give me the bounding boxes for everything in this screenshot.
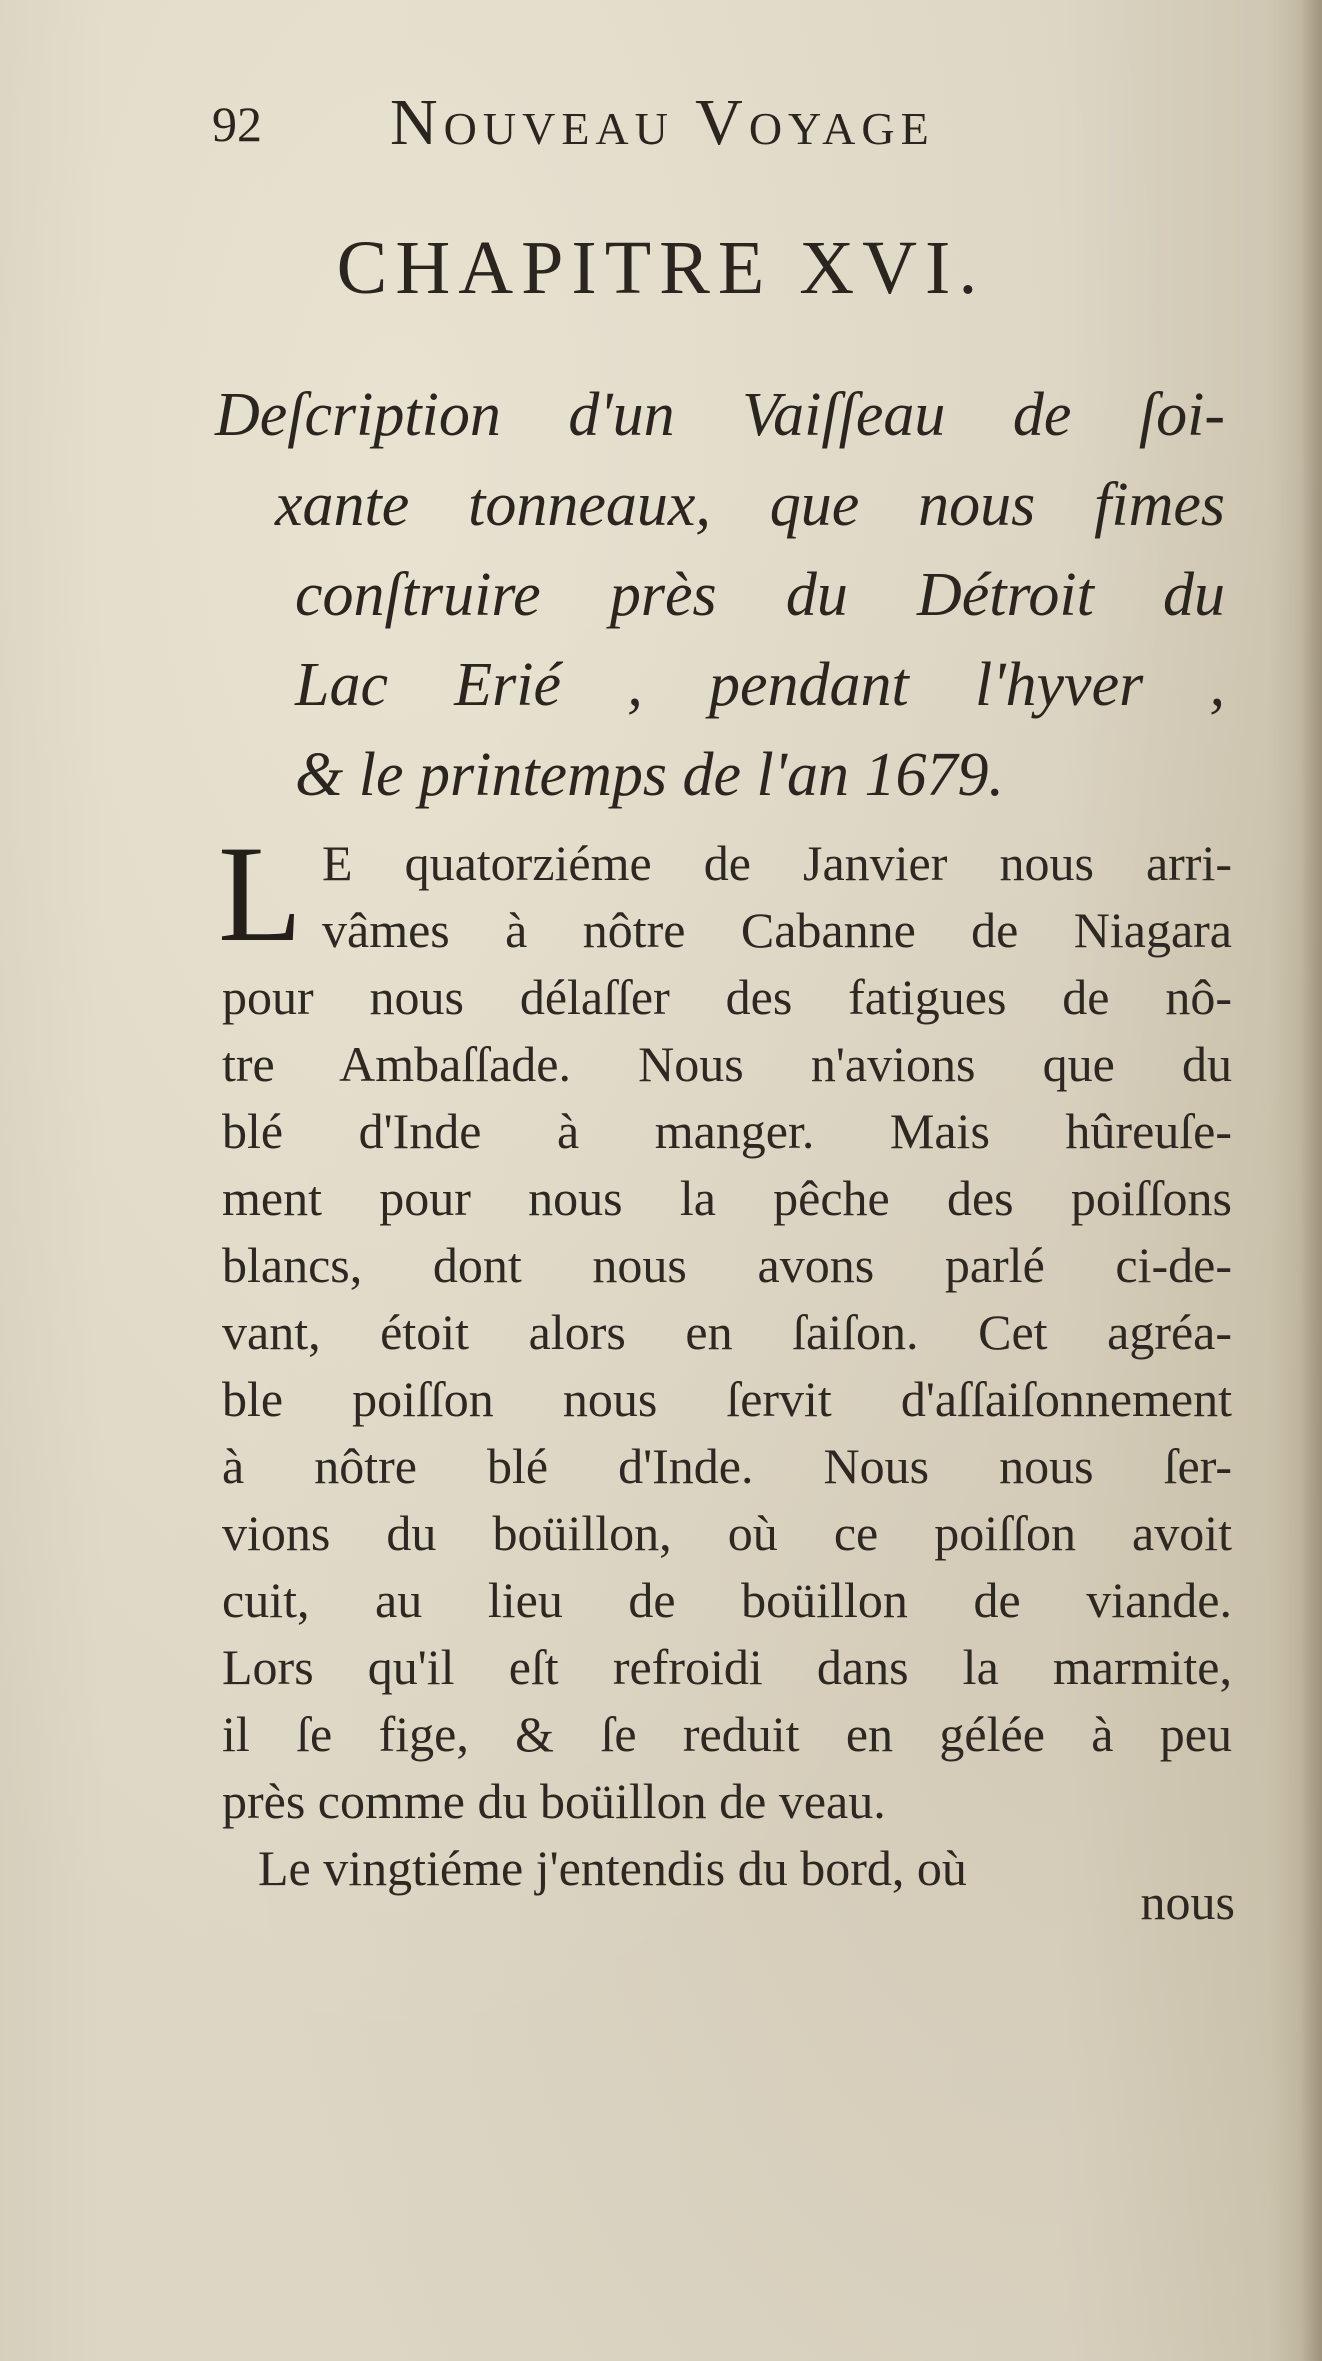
text-line: près comme du boüillon de veau. <box>222 1773 886 1829</box>
page-number: 92 <box>212 96 262 152</box>
summary-line: conſtruire près du Détroit du <box>295 561 1225 629</box>
text-line: blé d'Inde à manger. Mais hûreuſe- <box>222 1103 1232 1159</box>
catchword: nous <box>1140 1874 1235 1930</box>
text-line: pour nous délaſſer des fatigues de nô- <box>222 969 1232 1025</box>
drop-capital: L <box>218 817 303 970</box>
summary-line: Deſcription d'un Vaiſſeau de ſoi- <box>215 381 1225 449</box>
summary-line: xante tonneaux, que nous fimes <box>275 471 1225 539</box>
text-line: vant, étoit alors en ſaiſon. Cet agréa- <box>222 1304 1232 1360</box>
text-line: tre Ambaſſade. Nous n'avions que du <box>222 1036 1232 1092</box>
text-line: Le vingtiéme j'entendis du bord, où <box>258 1840 967 1896</box>
text-line: blancs, dont nous avons parlé ci-de- <box>222 1237 1232 1293</box>
text-line: Lors qu'il eſt refroidi dans la marmite, <box>222 1639 1232 1695</box>
text-line: ble poiſſon nous ſervit d'aſſaiſonnement <box>222 1371 1232 1427</box>
first-paragraph-opening <box>218 817 1232 970</box>
chapter-summary <box>215 370 1235 820</box>
text-line: E quatorziéme de Janvier nous arri- <box>322 835 1232 891</box>
summary-line: Lac Erié , pendant l'hyver , <box>295 651 1225 719</box>
text-line: il ſe fige, & ſe reduit en gélée à peu <box>222 1706 1232 1762</box>
text-line: à nôtre blé d'Inde. Nous nous ſer- <box>222 1438 1232 1494</box>
text-line: ment pour nous la pêche des poiſſons <box>222 1170 1232 1226</box>
page-edge-shadow <box>1300 0 1322 2361</box>
chapter-heading: CHAPITRE XVI. <box>336 226 986 310</box>
summary-line: & le printemps de l'an 1679. <box>295 741 1004 809</box>
text-line: cuit, au lieu de boüillon de viande. <box>222 1572 1232 1628</box>
text-line: vâmes à nôtre Cabanne de Niagara <box>322 902 1232 958</box>
running-title: Nouveau Voyage <box>390 86 935 159</box>
text-line: vions du boüillon, où ce poiſſon avoit <box>222 1505 1232 1561</box>
body-paragraphs <box>218 817 1232 1902</box>
running-header <box>212 85 1112 159</box>
